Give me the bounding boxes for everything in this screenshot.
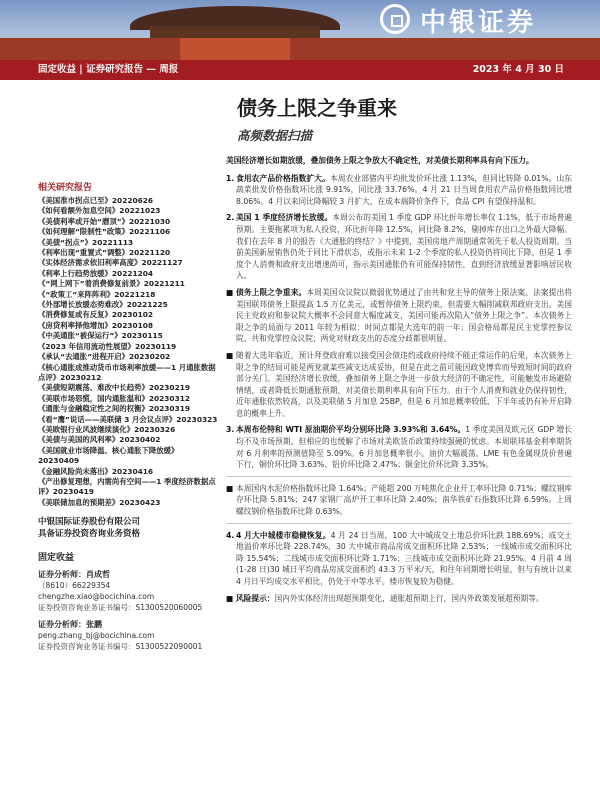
header-banner	[0, 0, 600, 60]
boc-logo-icon	[380, 4, 410, 34]
analyst-phone: （8610）66229354	[38, 581, 111, 591]
company-name: 中银国际证券股份有限公司	[38, 517, 141, 528]
palace-eave-image	[150, 26, 320, 38]
report-date: 2023 年 4 月 30 日	[472, 64, 564, 75]
analyst-email[interactable]: peng.zhang_bj@bocichina.com	[38, 631, 155, 641]
analyst-email[interactable]: chengzhe.xiao@bocichina.com	[38, 592, 155, 602]
report-summary-lead: 美国经济增长如期放缓，叠加债务上限之争放大不确定性，对美债长期利率具有向下压力。	[226, 156, 534, 165]
paragraph-bullet: 2.	[226, 213, 235, 223]
report-subtitle: 高频数据扫描	[237, 128, 313, 143]
related-report-item[interactable]: 《2023 年信用流动性展望》20230119	[38, 341, 177, 351]
related-report-item[interactable]: 《房贷利率择他增加》20230108	[38, 320, 154, 330]
related-report-item[interactable]: 《核心通胀成推动货币市场利率放缓——1 月通胀数据点评》20230212	[38, 362, 216, 382]
report-category-bar	[0, 60, 600, 80]
analyst-block	[38, 619, 218, 652]
related-report-item[interactable]: 《金融风险尚未落出》20230416	[38, 466, 154, 476]
paragraph-text: 随着大选年临近，预计拜登政府难以接受国会债违约或政府持续不能正常运作的后果，本次债务上限之争的结局可能是两党就某些减支达成妥协，但是在此之前可能因政党博弈而导致短时间的政府部分关门。美国经济增长放缓，叠加债务上限之争进一步放大经济的不确定性，可能触发市场避险情绪，或者降低长期通胀预期，对美债长期利率具有向下压力。由于个人消费和就业仍保持韧性，近年通胀依然较高，以及美联储 5 月加息 25BP，但是 6 月加息概率较低、下半年或仍有补开启降息的概率上升。	[236, 350, 572, 418]
related-report-item[interactable]: 《美欧银行业风波继续演化》20230326	[38, 424, 176, 434]
report-paragraph	[226, 424, 572, 470]
related-report-item[interactable]: 《美国就业市场降温、核心通胀下降放缓》20230409	[38, 445, 179, 466]
paragraph-heading: 风险提示：	[236, 593, 275, 603]
report-paragraphs	[226, 173, 572, 605]
related-report-item[interactable]: 《外部增长放缓态势难改》20221225	[38, 300, 168, 310]
report-paragraph	[226, 212, 572, 282]
report-paragraph	[226, 287, 572, 345]
related-report-item[interactable]: 《美联市场怒慌，国内通胀温和》20230312	[38, 393, 191, 403]
paragraph-heading: 4 月大中城楼市稳健恢复。	[236, 530, 331, 540]
report-paragraph	[226, 173, 572, 208]
paragraph-bullet: ■	[226, 287, 234, 297]
related-report-item[interactable]: 《通胀与金融稳定性之间的权衡》20230319	[38, 404, 191, 414]
paragraph-bullet: ■	[226, 350, 234, 360]
paragraph-text: 1 季度美国及欧元区 GDP 增长均不及市场预期，但相应的也缓解了市场对美欧货币政策持续强硬的忧虑。本周联邦基金利率期货对 6 月利率的预测值降至 5.09%。6 月加息概率很小。油价大幅震荡。LME 有色金属现货价普遍下行，铜价环比降 3.63%、铝价环比降 2.47%；铜金比价环比降 3.35%。	[236, 425, 572, 470]
related-report-item[interactable]: 《承认“去通胀”进程开启》20230202	[38, 352, 171, 362]
related-report-item[interactable]: 《“网上网下”着消费修复前景》20221211	[38, 279, 185, 289]
company-qualification: 具备证券投资咨询业务资格	[38, 529, 141, 540]
paragraph-text: 本周农业部猪内平均批发价环比涨 1.13%，但同比转降 0.01%。山东蔬菜批发价格指数环比涨 9.91%，同比涨 33.76%。4 月 21 日当周食用农产品价格指数同比增 8.06%。4 月以来同比降幅较 3 月扩大，在成本端降价条件下，食品 CPI 有望保持温和。	[236, 173, 572, 206]
related-reports-list	[38, 196, 218, 508]
paragraph-heading: 债务上限之争重来。	[236, 287, 307, 297]
related-report-item[interactable]: 《利率出现“重置式”调整》20221120	[38, 248, 171, 258]
paragraph-heading: 美国 1 季度经济增长放缓。	[236, 213, 333, 223]
related-report-item[interactable]: 《美债与美国的风利率》20230402	[38, 435, 161, 445]
related-report-item[interactable]: 《如何理解“限制性”政策》20221106	[38, 227, 171, 237]
section-label: 固定收益	[38, 553, 75, 564]
paragraph-text: 国内外实体经济出现超预期变化，通胀超预期上行，国内外政策发展超预期等。	[274, 593, 544, 603]
report-body	[226, 155, 572, 609]
report-paragraph	[226, 483, 572, 518]
report-paragraph	[226, 350, 572, 420]
related-report-item[interactable]: 《美国准市拐点已至》20220626	[38, 196, 154, 205]
related-report-item[interactable]: 《产出修复理想，内需尚有空间——1 季度经济数据点评》20230419	[38, 476, 216, 497]
related-report-item[interactable]: 《美联储加息的预期差》20230423	[38, 497, 161, 507]
paragraph-text: 本周国内水泥价格指数环比降 1.64%；产能超 200 万吨焦化企业开工率环比降 0.71%；螺纹钢库存环比降 5.81%；247 家钢厂高炉开工率环比降 2.40%；南华铁矿石指数环比降 6.59%。上周螺纹钢价格指数环比降 0.63%。	[236, 483, 572, 517]
paragraph-text: 4 月 24 日当周，100 大中城成交土地总价环比跌 188.69%；成交土地溢价率环比降 228.74%，30 大中城市商品房成交面积环比降 2.53%；一线城市成交面积环比降 15.54%；二线城市成交面积环比降 1.71%；三线城市成交面积环比降 21.95%。4 月前 4 周(1-28 日)30 城日平均商品房成交面积约 43.3 万平米/天，和往年同期增长明显，但与有统计以来 4 月日平均成交水平相比，仍处于中等水平。楼市恢复较为稳健。	[236, 530, 572, 586]
related-report-item[interactable]: 《消费修复或有反复》20230102	[38, 310, 154, 320]
brand-logo-text: 中银证券	[420, 8, 537, 38]
paragraph-bullet: 1.	[226, 173, 235, 183]
palace-building-image	[180, 38, 290, 60]
analyst-name: 证券分析师：张鹏	[38, 620, 102, 630]
paragraph-bullet: 3.	[226, 425, 235, 435]
palace-wall-image	[0, 38, 600, 60]
report-paragraph	[226, 593, 572, 605]
related-report-item[interactable]: 《看“鹰”说话——美联储 3 月会议点评》20230323	[38, 414, 218, 424]
breadcrumb: 固定收益 | 证券研究报告 — 周报	[38, 64, 179, 75]
related-report-item[interactable]: 《美债短期震荡、难改中长趋势》20230219	[38, 383, 191, 393]
related-report-item[interactable]: 《中美通胀“被保运行”》20230115	[38, 331, 163, 341]
analyst-cert: 证券投资咨询业务证书编号：S1300520060005	[38, 603, 203, 613]
analyst-name: 证券分析师：肖成哲	[38, 570, 110, 580]
paragraph-bullet: ■	[226, 593, 234, 603]
paragraph-bullet: ■	[226, 483, 234, 493]
related-report-item[interactable]: 《如何看额外加息空间》20221023	[38, 206, 161, 216]
section-divider	[226, 476, 572, 477]
paragraph-text: 本周美国众议院以微弱优势通过了由共和党主导的债务上限法案。法案提出将美国联邦债务上限提高 1.5 万亿美元，或暂停债务上限约束，但需要大幅削减联邦政府支出。美国民主党政府和参议院大概率不会同意大幅度减支，美国可能再次陷入“债务上限之争”。本次债务上限之争的局面与 2011 年较为相似：时间点都是大选年的前一年；国会格局都是民主党掌控参议院、共和党掌控众议院；两党对财政支出的态度分歧都很明显。	[236, 287, 572, 344]
related-reports-title: 相关研究报告	[38, 183, 93, 193]
related-report-item[interactable]: 《实体经济需求依旧利率高度》20221127	[38, 258, 183, 268]
sidebar	[38, 180, 218, 652]
section-divider	[226, 523, 572, 524]
related-report-item[interactable]: 《“政策工”来阵阵利》20221218	[38, 289, 156, 299]
report-title: 债务上限之争重来	[237, 96, 397, 120]
paragraph-heading: 本周布伦特和 WTI 原油期价平均分别环比降 3.93%和 3.64%。	[236, 425, 466, 435]
paragraph-heading: 食用农产品价格指数扩大。	[236, 173, 330, 183]
related-report-item[interactable]: 《美债“拐点”》20221113	[38, 237, 134, 247]
report-paragraph	[226, 530, 572, 588]
paragraph-text: 本周公布的美国 1 季度 GDP 环比折年增长率仅 1.1%，低于市场普遍预期。主要拖累项为私人投资，环比折年降 12.5%，同比降 8.2%，剔掉库存出口之外最大降幅。我们在去年 8 月的报告《大通胀的终结？》中提到，美国房地产周期通常领先于私人投资周期。当前美国新屋销售仍处于同比下滑状态，或指示未来 1-2 个季度的私人投资仍将同比下降。但是 1 季度个人消费和政府支出增速尚可，指示美国通胀仍有可能保持韧性，直到经济放缓显著影响居民收入。	[236, 213, 572, 281]
analyst-cert: 证券投资咨询业务证书编号：S1300522090001	[38, 642, 203, 652]
related-report-item[interactable]: 《利率上行趋势放缓》20221204	[38, 268, 154, 278]
related-report-item[interactable]: 《美债利率或开始“磨顶”》20221030	[38, 216, 171, 226]
analyst-block	[38, 569, 218, 613]
paragraph-bullet: 4.	[226, 530, 235, 540]
